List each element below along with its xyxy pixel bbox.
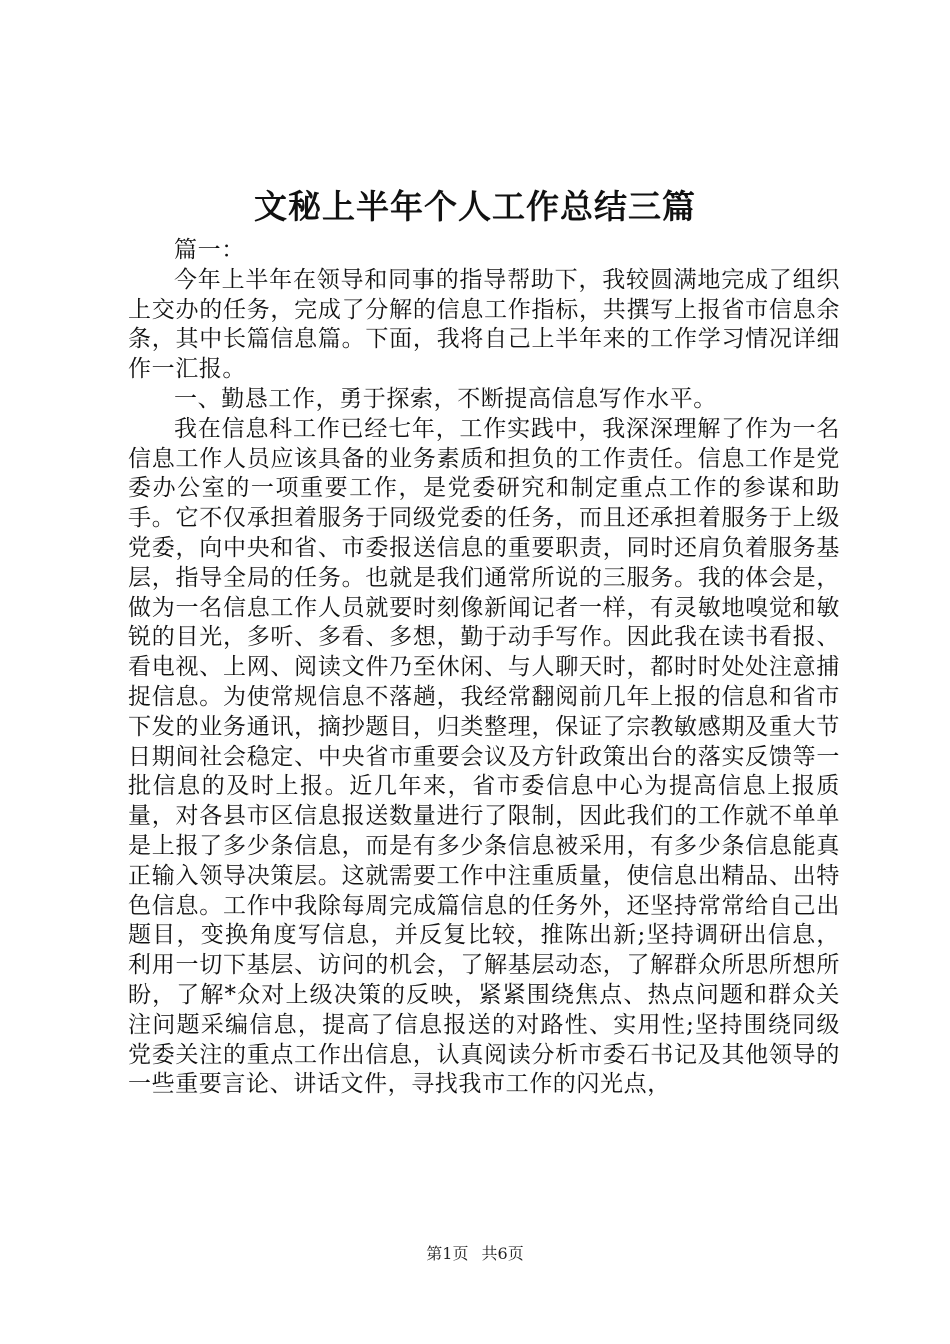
page-number-current: 第1页 xyxy=(426,1244,469,1263)
section-heading-part-one: 篇一： xyxy=(174,237,245,263)
page-footer xyxy=(0,1243,950,1265)
document-title: 文秘上半年个人工作总结三篇 xyxy=(254,187,696,226)
intro-paragraph: 今年上半年在领导和同事的指导帮助下，我较圆满地完成了组织上交办的任务，完成了分解的信息工作指标，共撰写上报省市信息余条，其中长篇信息篇。下面，我将自己上半年来的工作学习情况详细作一汇报。 xyxy=(128,266,840,383)
section-heading-1: 一、勤恳工作，勇于探索，不断提高信息写作水平。 xyxy=(174,385,717,412)
page-number-total: 共6页 xyxy=(481,1244,524,1263)
body-paragraph: 我在信息科工作已经七年，工作实践中，我深深理解了作为一名信息工作人员应该具备的业务素质和担负的工作责任。信息工作是党委办公室的一项重要工作，是党委研究和制定重点工作的参谋和助手。它不仅承担着服务于同级党委的任务，而且还承担着服务于上级党委，向中央和省、市委报送信息的重要职责，同时还肩负着服务基层，指导全局的任务。也就是我们通常所说的三服务。我的体会是，做为一名信息工作人员就要时刻像新闻记者一样，有灵敏地嗅觉和敏锐的目光，多听、多看、多想，勤于动手写作。因此我在读书看报、看电视、上网、阅读文件乃至休闲、与人聊天时，都时时处处注意捕捉信息。为使常规信息不落趟，我经常翻阅前几年上报的信息和省市下发的业务通讯，摘抄题目，归类整理，保证了宗教敏感期及重大节日期间社会稳定、中央省市重要会议及方针政策出台的落实反馈等一批信息的及时上报。近几年来，省市委信息中心为提高信息上报质量，对各县市区信息报送数量进行了限制，因此我们的工作就不单单是上报了多少条信息，而是有多少条信息被采用，有多少条信息能真正输入领导决策层。这就需要工作中注重质量，使信息出精品、出特色信息。工作中我除每周完成篇信息的任务外，还坚持常常给自己出题目，变换角度写信息，并反复比较，推陈出新;坚持调研出信息，利用一切下基层、访问的机会，了解基层动态，了解群众所思所想所盼，了解*众对上级决策的反映，紧紧围绕焦点、热点问题和群众关注问题采编信息，提高了信息报送的对路性、实用性;坚持围绕同级党委关注的重点工作出信息，认真阅读分析市委石书记及其他领导的一些重要言论、讲话文件，寻找我市工作的闪光点， xyxy=(128,415,840,1098)
document-body xyxy=(128,236,840,1100)
